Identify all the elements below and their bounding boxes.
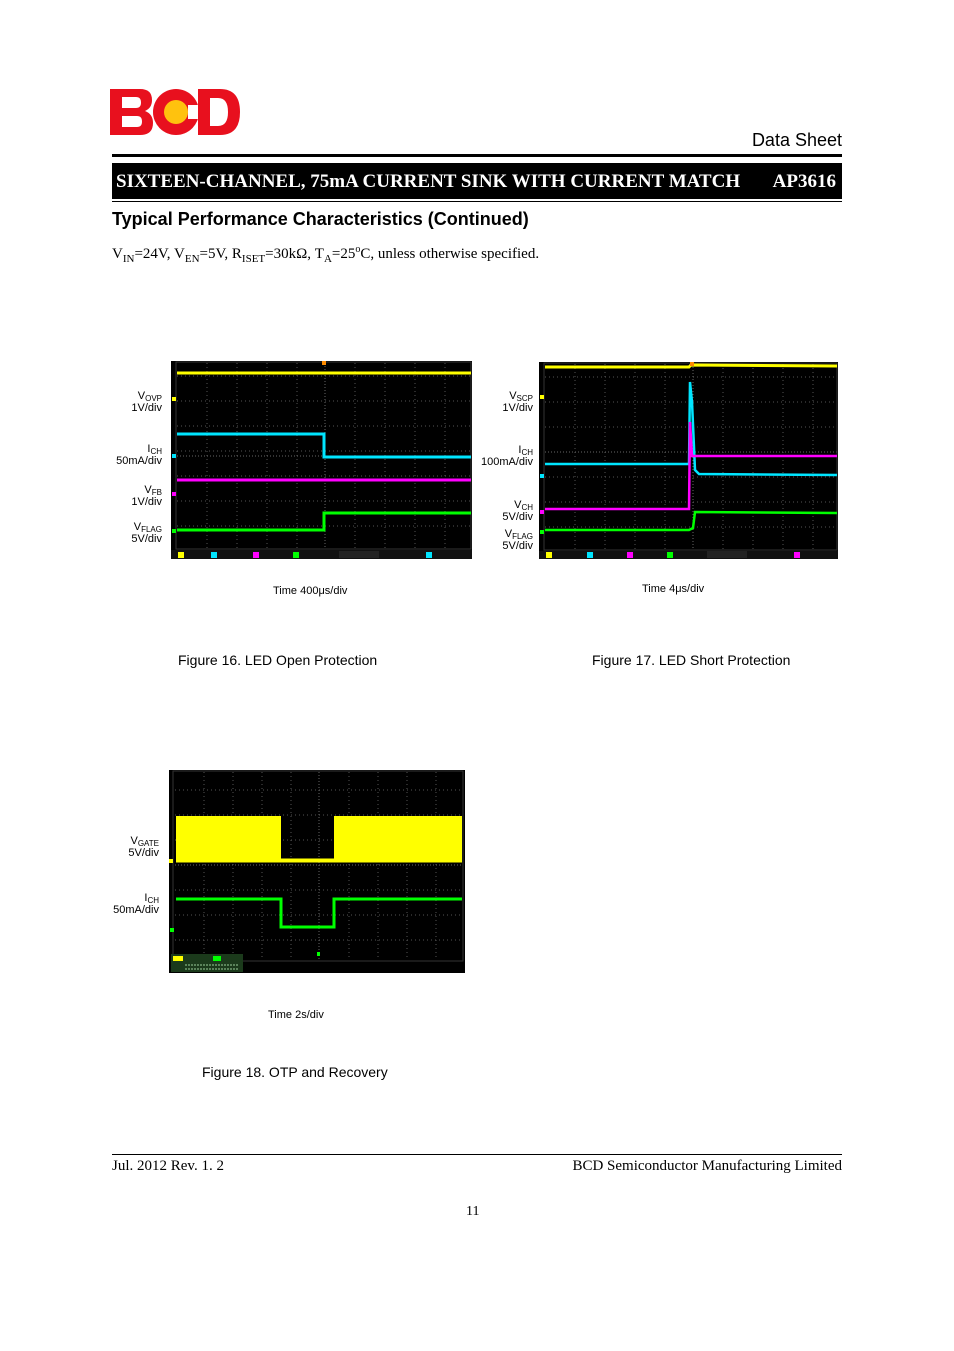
fig16-label-vflag: $V_{FLAG}$ 5V/div: [131, 521, 162, 545]
footer-date-rev: Jul. 2012 Rev. 1. 2: [112, 1158, 224, 1174]
fig18-timebase: Time 2s/div: [268, 1009, 324, 1021]
fig17-scope: [539, 362, 838, 559]
fig17-caption: Figure 17. LED Short Protection: [592, 652, 791, 668]
page-number: 11: [466, 1204, 480, 1219]
fig16-caption: Figure 16. LED Open Protection: [178, 652, 378, 668]
header-rule-top: [112, 154, 842, 157]
doc-title: SIXTEEN-CHANNEL, 75mA CURRENT SINK WITH CURRENT MATCH: [116, 171, 741, 192]
fig18-trace-vgate: [176, 816, 462, 862]
conditions-line: $V_{IN}=24V$, $V_{EN}=5V$, $R_{ISET}=30k\Omega$, $T_A=25^oC$, unless otherwise specified.: [112, 244, 540, 265]
fig16-scope: [171, 361, 472, 559]
section-heading: Typical Performance Characteristics (Continued): [112, 209, 529, 229]
fig18-label-vgate: $V_{GATE}$ 5V/div: [128, 835, 159, 859]
fig17-label-vch: $V_{CH}$ 5V/div: [502, 499, 533, 523]
header-rule-bottom: [112, 201, 842, 202]
fig17-timebase: Time 4μs/div: [642, 583, 705, 595]
fig16-label-vovp: $V_{OVP}$ 1V/div: [131, 390, 162, 414]
fig17-label-vscp: $V_{SCP}$ 1V/div: [502, 390, 533, 414]
doc-type: Data Sheet: [751, 130, 842, 150]
bcd-logo: [110, 89, 240, 135]
fig18-caption: Figure 18. OTP and Recovery: [202, 1064, 388, 1080]
fig16-trace-ich: [177, 434, 471, 457]
title-band: [112, 163, 842, 199]
fig16-timebase: Time 400μs/div: [273, 585, 348, 597]
fig16-trace-vflag: [177, 513, 471, 530]
fig18-scope: [169, 770, 465, 973]
fig16-label-vfb: $V_{FB}$ 1V/div: [131, 484, 162, 508]
fig17-label-vflag: $V_{FLAG}$ 5V/div: [502, 528, 533, 552]
footer-company: BCD Semiconductor Manufacturing Limited: [572, 1158, 842, 1174]
part-number: AP3616: [772, 171, 836, 192]
fig16-label-ich: $I_{CH}$ 50mA/div: [116, 443, 162, 467]
fig18-label-ich: $I_{CH}$ 50mA/div: [113, 892, 159, 916]
fig17-trace-vch: [545, 422, 837, 509]
footer-rule: [112, 1154, 842, 1155]
fig17-label-ich: $I_{CH}$ 100mA/div: [481, 444, 533, 468]
